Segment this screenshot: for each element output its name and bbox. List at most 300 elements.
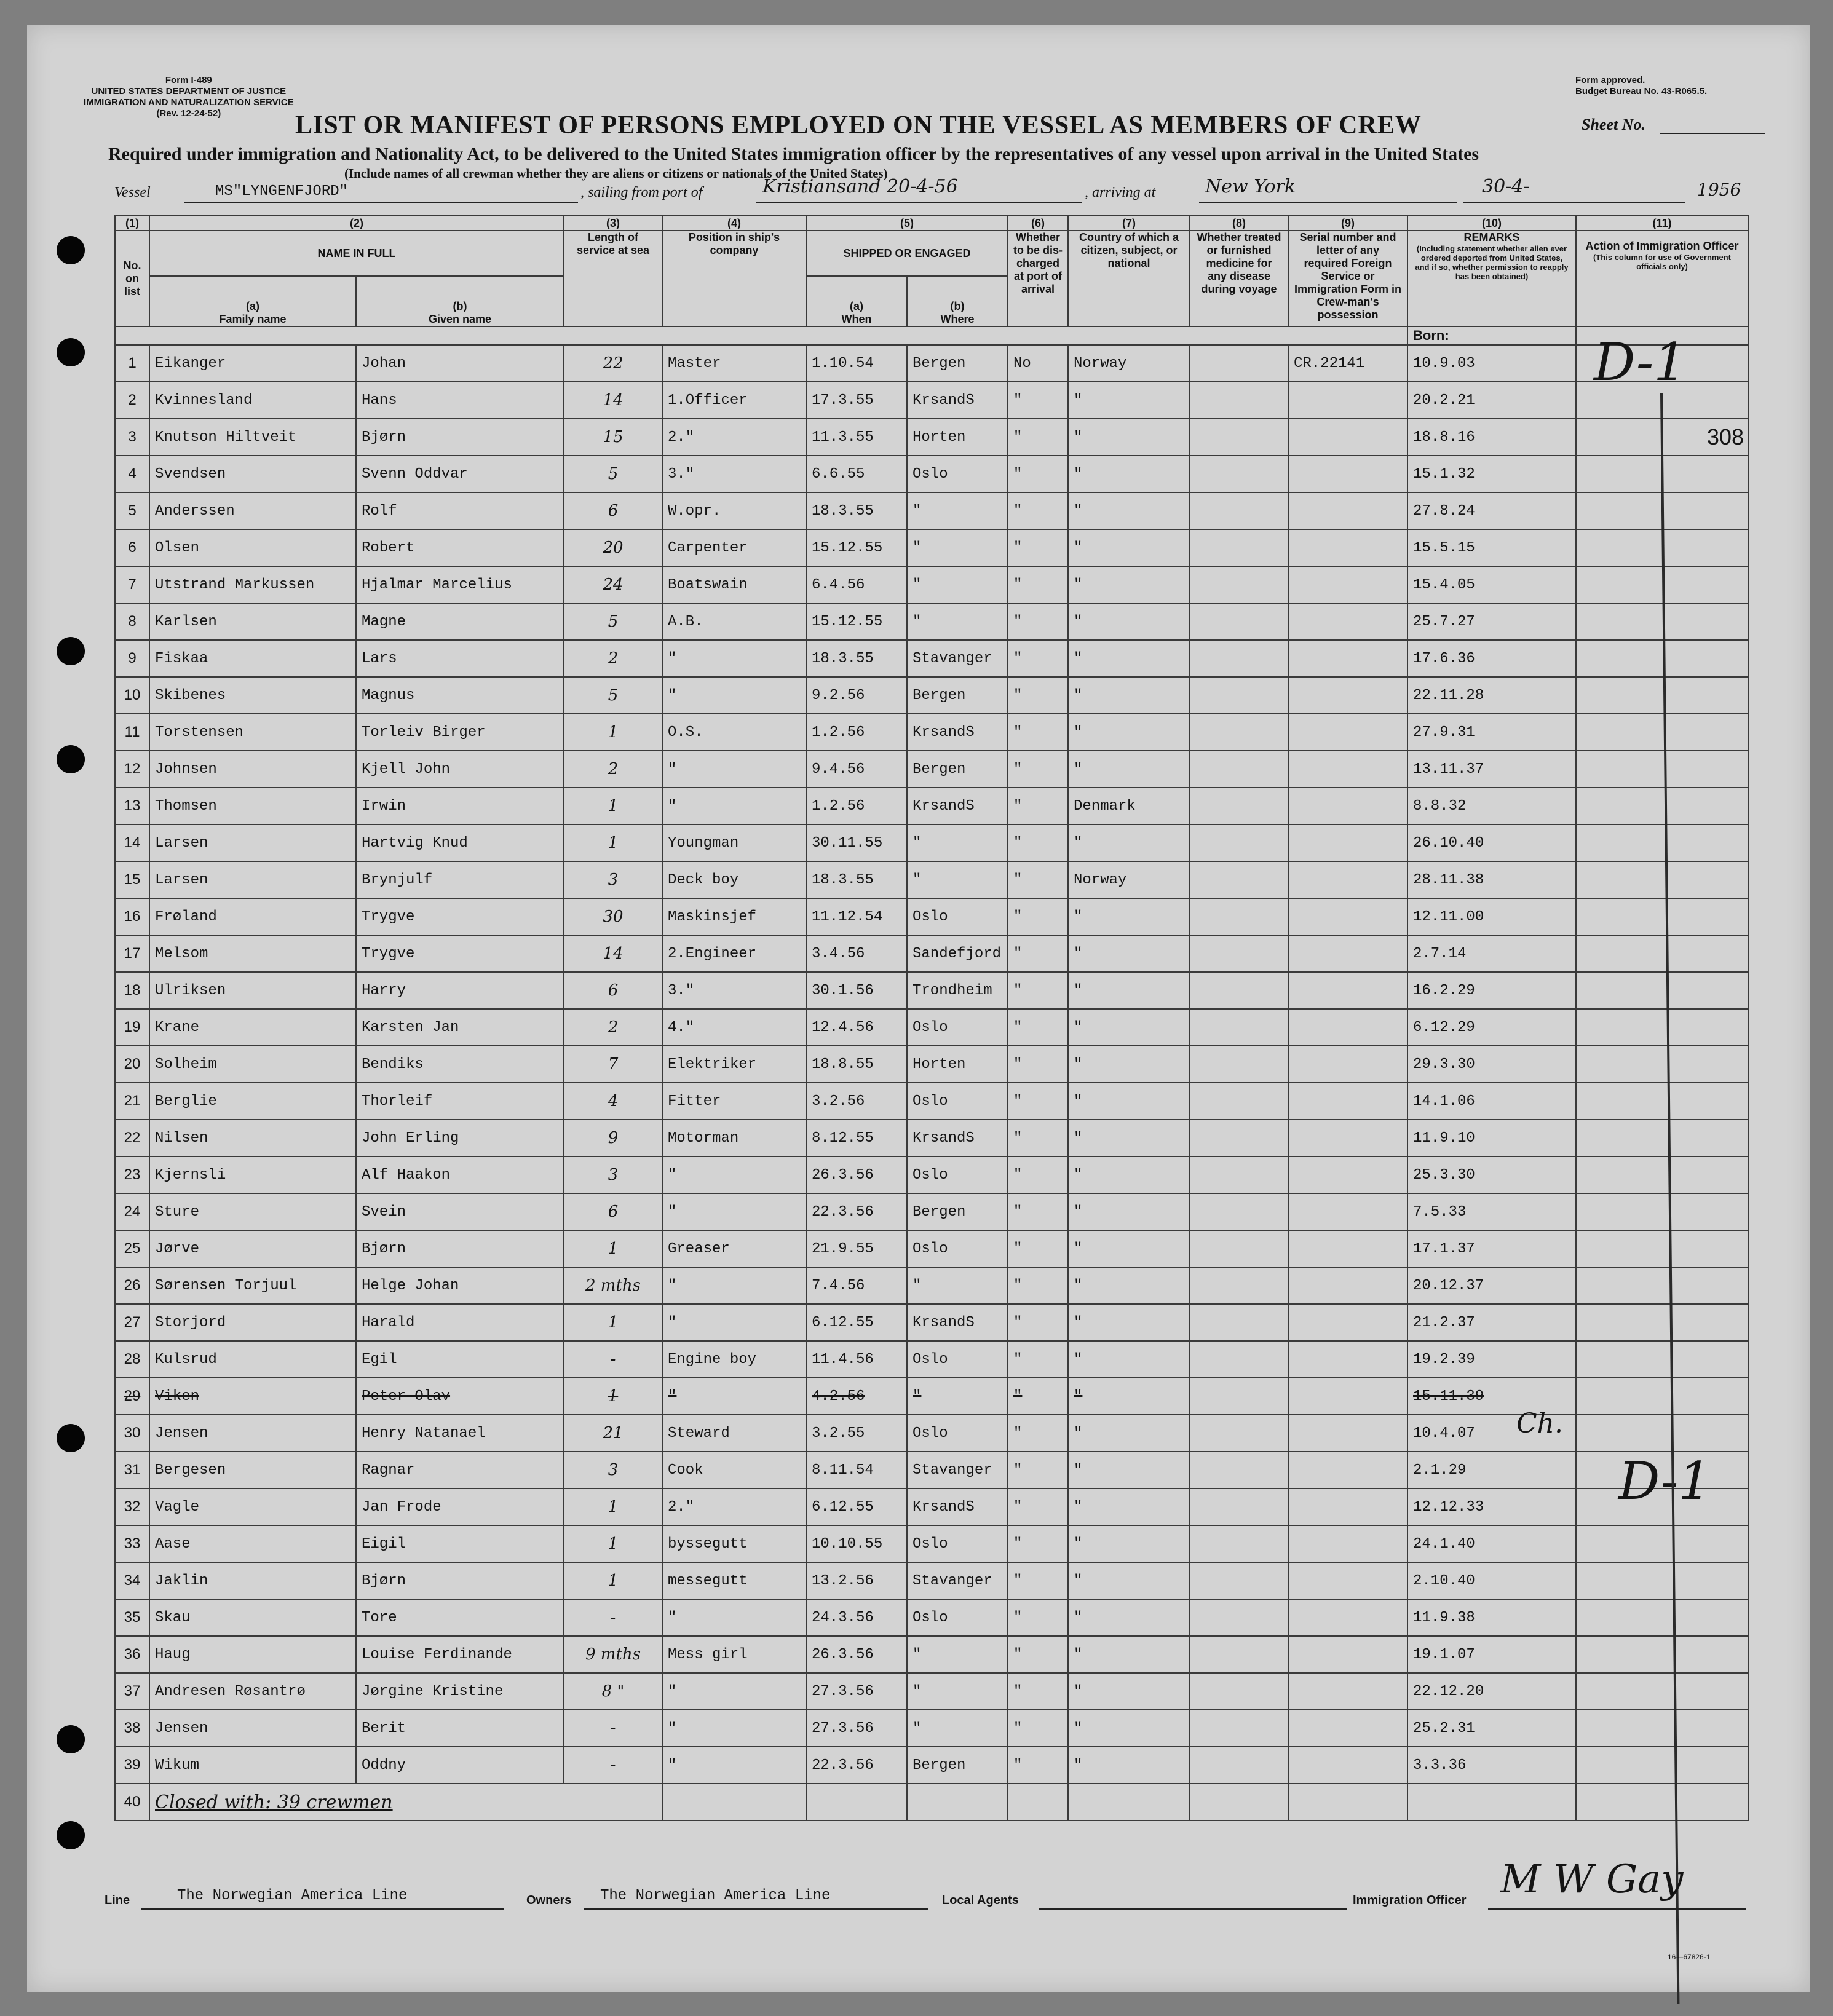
engaged-where-cell: Stavanger [907,640,1008,677]
action-cell [1576,751,1748,788]
discharged-cell: " [1008,788,1068,824]
action-cell [1576,1636,1748,1673]
owners-label: Owners [526,1894,572,1907]
where-label: Where [940,313,975,325]
medicine-cell [1190,419,1288,456]
length-of-service-cell: - [564,1341,662,1378]
length-of-service-cell: 1 [564,1525,662,1562]
row-number-cell: 33 [115,1525,149,1562]
table-row [115,566,1748,603]
family-name-cell: Kvinnesland [149,382,356,419]
family-sub-label: (a) [246,300,259,312]
engaged-where-cell: Bergen [907,345,1008,382]
position-cell: 2." [662,1488,806,1525]
empty-cell [1407,1784,1576,1820]
serial-number-cell [1288,1046,1407,1083]
binder-hole [57,338,85,366]
row-number-cell: 12 [115,751,149,788]
col-num-7: (7) [1068,216,1190,231]
discharged-cell: " [1008,751,1068,788]
birth-date-cell: 14.1.06 [1407,1083,1576,1120]
birth-date-cell: 25.3.30 [1407,1156,1576,1193]
table-row [115,419,1748,456]
col-num-1: (1) [115,216,149,231]
engaged-when-cell: 21.9.55 [806,1230,907,1267]
medicine-cell [1190,861,1288,898]
table-row [115,1747,1748,1784]
engaged-where-cell: Bergen [907,1747,1008,1784]
medicine-cell [1190,382,1288,419]
table-row [115,861,1748,898]
row-number-cell: 23 [115,1156,149,1193]
medicine-cell [1190,1304,1288,1341]
table-row [115,1562,1748,1599]
engaged-where-cell: Bergen [907,677,1008,714]
position-cell: Mess girl [662,1636,806,1673]
given-name-cell: Oddny [356,1747,564,1784]
length-of-service-cell: 1 [564,1378,662,1415]
given-name-cell: Eigil [356,1525,564,1562]
medicine-cell [1190,714,1288,751]
birth-date-cell: 15.4.05 [1407,566,1576,603]
medicine-cell [1190,1267,1288,1304]
col-num-6: (6) [1008,216,1068,231]
discharged-cell: " [1008,1673,1068,1710]
engaged-where-cell: " [907,566,1008,603]
family-name-cell: Larsen [149,861,356,898]
engaged-where-cell: Stavanger [907,1562,1008,1599]
country-cell: " [1068,529,1190,566]
length-of-service-cell: 3 [564,1452,662,1488]
born-label: Born: [1407,326,1576,345]
name-in-full-header: NAME IN FULL [149,231,564,276]
family-name-label: Family name [219,313,287,325]
birth-date-cell: 12.12.33 [1407,1488,1576,1525]
given-name-cell: Alf Haakon [356,1156,564,1193]
engaged-where-cell: Trondheim [907,972,1008,1009]
length-of-service-cell: 1 [564,1304,662,1341]
remarks-note: (Including statement whether alien ever ordered deported from United States, and if so, whether permission to reapply has been obtained) [1415,244,1569,281]
birth-date-cell: 27.9.31 [1407,714,1576,751]
family-name-cell: Thomsen [149,788,356,824]
empty-cell [1576,1784,1748,1820]
row-number-cell: 5 [115,492,149,529]
given-sub-label: (b) [453,300,467,312]
serial-number-cell [1288,1378,1407,1415]
birth-date-cell: 25.2.31 [1407,1710,1576,1747]
table-row [115,1599,1748,1636]
table-row [115,640,1748,677]
voyage-year: 1956 [1697,180,1741,200]
action-cell [1576,1083,1748,1120]
birth-date-cell: 16.2.29 [1407,972,1576,1009]
engaged-when-cell: 18.3.55 [806,640,907,677]
action-cell [1576,1230,1748,1267]
position-cell: " [662,677,806,714]
country-cell: " [1068,1562,1190,1599]
position-cell: " [662,1378,806,1415]
position-cell: Cook [662,1452,806,1488]
position-cell: 3." [662,456,806,492]
empty-cell [1008,1784,1068,1820]
birth-date-cell: 2.1.29 [1407,1452,1576,1488]
discharged-cell: " [1008,714,1068,751]
binder-hole [57,236,85,264]
position-cell: " [662,1599,806,1636]
engaged-when-cell: 3.2.55 [806,1415,907,1452]
engaged-when-cell: 27.3.56 [806,1710,907,1747]
discharged-cell: " [1008,935,1068,972]
col-num-9: (9) [1288,216,1407,231]
serial-number-cell [1288,529,1407,566]
family-name-cell: Skibenes [149,677,356,714]
arrival-date-line [1463,202,1685,203]
country-cell: " [1068,382,1190,419]
row-number-cell: 2 [115,382,149,419]
binder-hole [57,1725,85,1753]
serial-number-cell [1288,566,1407,603]
row-number-cell: 3 [115,419,149,456]
row-number-cell: 24 [115,1193,149,1230]
engaged-when-cell: 3.2.56 [806,1083,907,1120]
birth-date-cell: 10.9.03 [1407,345,1576,382]
family-name-cell: Melsom [149,935,356,972]
length-of-service-cell: - [564,1747,662,1784]
engaged-when-cell: 15.12.55 [806,529,907,566]
action-cell [1576,1046,1748,1083]
country-cell: " [1068,1599,1190,1636]
table-row [115,1710,1748,1747]
serial-number-cell [1288,1452,1407,1488]
length-of-service-cell: 1 [564,1562,662,1599]
row-number-cell: 27 [115,1304,149,1341]
requirement-text: Required under immigration and Nationality Act, to be delivered to the United States immigration officer by the representatives of any vessel upon arrival in the United States [108,144,1479,164]
arriving-field-line [1199,202,1457,203]
country-cell: " [1068,1415,1190,1452]
position-cell: " [662,1710,806,1747]
empty-cell [806,1784,907,1820]
engaged-when-cell: 6.4.56 [806,566,907,603]
discharged-cell: " [1008,1341,1068,1378]
engaged-where-cell: " [907,1673,1008,1710]
serial-number-cell [1288,1083,1407,1120]
family-name-cell: Fiskaa [149,640,356,677]
length-of-service-cell: 2 [564,640,662,677]
engaged-when-cell: 26.3.56 [806,1636,907,1673]
row-number-cell: 8 [115,603,149,640]
row-number-cell: 7 [115,566,149,603]
engaged-where-cell: " [907,1636,1008,1673]
row29-mark: Ch. [1516,1408,1563,1439]
engaged-where-cell: " [907,1710,1008,1747]
medicine-cell [1190,1378,1288,1415]
discharged-cell: " [1008,419,1068,456]
family-name-cell: Knutson Hiltveit [149,419,356,456]
country-cell: " [1068,1673,1190,1710]
length-of-service-cell: 8 " [564,1673,662,1710]
country-cell: " [1068,1193,1190,1230]
engaged-where-cell: Oslo [907,1156,1008,1193]
medicine-cell [1190,1488,1288,1525]
engaged-when-cell: 1.2.56 [806,788,907,824]
country-cell: " [1068,935,1190,972]
table-row [115,1341,1748,1378]
row-number-cell: 13 [115,788,149,824]
row-number-cell: 10 [115,677,149,714]
family-name-cell: Sture [149,1193,356,1230]
empty-cell [662,1784,806,1820]
birth-date-cell: 17.6.36 [1407,640,1576,677]
country-cell: " [1068,456,1190,492]
engaged-where-cell: " [907,861,1008,898]
country-cell: " [1068,677,1190,714]
position-cell: W.opr. [662,492,806,529]
engaged-where-cell: " [907,1267,1008,1304]
row-number-cell: 31 [115,1452,149,1488]
discharged-cell: " [1008,492,1068,529]
length-of-service-cell: 30 [564,898,662,935]
length-of-service-header: Length of service at sea [564,231,662,326]
line-label: Line [105,1894,130,1907]
form-meta [84,75,294,119]
given-name-cell: Helge Johan [356,1267,564,1304]
engaged-where-cell: " [907,529,1008,566]
birth-date-cell: 12.11.00 [1407,898,1576,935]
medicine-cell [1190,640,1288,677]
page-title: LIST OR MANIFEST OF PERSONS EMPLOYED ON THE VESSEL AS MEMBERS OF CREW [295,111,1422,140]
engaged-where-cell: KrsandS [907,382,1008,419]
length-of-service-cell: 6 [564,1193,662,1230]
col-num-11: (11) [1576,216,1748,231]
family-name-cell: Haug [149,1636,356,1673]
row-number-cell: 34 [115,1562,149,1599]
engaged-when-cell: 8.11.54 [806,1452,907,1488]
medicine-cell [1190,1193,1288,1230]
length-of-service-cell: 20 [564,529,662,566]
engaged-where-cell: " [907,1378,1008,1415]
engaged-when-cell: 1.2.56 [806,714,907,751]
engaged-when-cell: 15.12.55 [806,603,907,640]
length-of-service-cell: 1 [564,714,662,751]
engaged-when-cell: 10.10.55 [806,1525,907,1562]
engaged-where-cell: KrsandS [907,714,1008,751]
discharged-cell: " [1008,566,1068,603]
discharged-cell: " [1008,1156,1068,1193]
family-name-cell: Wikum [149,1747,356,1784]
position-cell: messegutt [662,1562,806,1599]
department-name: UNITED STATES DEPARTMENT OF JUSTICE [91,86,287,97]
action-cell [1576,1120,1748,1156]
engaged-where-cell: Oslo [907,1599,1008,1636]
given-name-cell: Harald [356,1304,564,1341]
family-name-cell: Jørve [149,1230,356,1267]
vessel-name: MS"LYNGENFJORD" [215,183,349,200]
closing-note: Closed with: 39 crewmen [149,1784,662,1820]
where-header [907,276,1008,326]
engaged-where-cell: Bergen [907,1193,1008,1230]
country-cell: " [1068,1120,1190,1156]
serial-number-cell [1288,640,1407,677]
table-row [115,824,1748,861]
length-of-service-cell: 22 [564,345,662,382]
position-cell: " [662,640,806,677]
engaged-where-cell: Oslo [907,456,1008,492]
when-header [806,276,907,326]
discharged-cell: No [1008,345,1068,382]
engaged-where-cell: Oslo [907,1525,1008,1562]
family-name-cell: Larsen [149,824,356,861]
serial-number-cell [1288,788,1407,824]
country-cell: " [1068,1525,1190,1562]
given-name-cell: Svenn Oddvar [356,456,564,492]
owners-value: The Norwegian America Line [600,1888,831,1904]
birth-date-cell: 15.11.39 [1407,1378,1576,1415]
family-name-cell: Kjernsli [149,1156,356,1193]
discharged-cell: " [1008,972,1068,1009]
position-cell: Master [662,345,806,382]
action-note: (This column for use of Government officials only) [1593,253,1731,271]
discharged-cell: " [1008,1488,1068,1525]
birth-date-cell: 22.12.20 [1407,1673,1576,1710]
discharged-cell: " [1008,1193,1068,1230]
action-cell [1576,1341,1748,1378]
serial-number-cell [1288,1120,1407,1156]
discharged-cell: " [1008,640,1068,677]
given-name-cell: Egil [356,1341,564,1378]
given-name-cell: Ragnar [356,1452,564,1488]
row-number-cell: 29 [115,1378,149,1415]
action-cell [1576,1562,1748,1599]
serial-number-cell [1288,1747,1407,1784]
family-name-cell: Svendsen [149,456,356,492]
form-revision: (Rev. 12-24-52) [156,108,221,119]
table-row [115,1083,1748,1120]
table-row [115,603,1748,640]
form-number: Form I-489 [165,75,212,85]
family-name-cell: Nilsen [149,1120,356,1156]
family-name-cell: Jaklin [149,1562,356,1599]
owners-field-line [584,1908,928,1910]
row-number-cell: 4 [115,456,149,492]
row-number-cell: 21 [115,1083,149,1120]
discharged-cell: " [1008,1452,1068,1488]
col-num-5: (5) [806,216,1008,231]
sheet-number-label: Sheet No. [1582,116,1645,133]
serial-number-cell [1288,492,1407,529]
family-name-cell: Johnsen [149,751,356,788]
medicine-cell [1190,751,1288,788]
discharged-cell: " [1008,1415,1068,1452]
engaged-when-cell: 11.3.55 [806,419,907,456]
position-cell: Maskinsjef [662,898,806,935]
column-number-row [115,216,1748,231]
given-name-cell: Jørgine Kristine [356,1673,564,1710]
position-cell: Elektriker [662,1046,806,1083]
engaged-where-cell: " [907,824,1008,861]
action-cell [1576,1673,1748,1710]
row-number-cell: 28 [115,1341,149,1378]
serial-number-cell [1288,898,1407,935]
table-row [115,1009,1748,1046]
serial-number-cell [1288,1673,1407,1710]
table-row [115,1415,1748,1452]
length-of-service-cell: 5 [564,456,662,492]
given-name-cell: Magne [356,603,564,640]
engaged-where-cell: Sandefjord [907,935,1008,972]
sailing-label: , sailing from port of [580,184,703,200]
medicine-cell [1190,677,1288,714]
medicine-cell [1190,1636,1288,1673]
family-name-cell: Aase [149,1525,356,1562]
position-cell: Fitter [662,1083,806,1120]
sheet-number-field [1660,133,1765,134]
given-name-cell: Bendiks [356,1046,564,1083]
engaged-when-cell: 26.3.56 [806,1156,907,1193]
action-cell [1576,1525,1748,1562]
given-name-cell: Berit [356,1710,564,1747]
discharged-cell: " [1008,1562,1068,1599]
engaged-when-cell: 4.2.56 [806,1378,907,1415]
medicine-cell [1190,1046,1288,1083]
position-cell: Boatswain [662,566,806,603]
position-cell: Youngman [662,824,806,861]
engaged-where-cell: Stavanger [907,1452,1008,1488]
position-cell: " [662,1747,806,1784]
discharged-cell: " [1008,824,1068,861]
length-of-service-cell: 14 [564,935,662,972]
birth-date-cell: 20.2.21 [1407,382,1576,419]
row-number-cell: 30 [115,1415,149,1452]
discharged-cell: " [1008,1267,1068,1304]
table-row [115,456,1748,492]
arriving-at: New York [1205,176,1296,197]
action-cell [1576,824,1748,861]
table-row [115,1304,1748,1341]
row-number-cell: 36 [115,1636,149,1673]
family-name-cell: Berglie [149,1083,356,1120]
agents-field-line [1039,1908,1347,1910]
country-cell: Norway [1068,861,1190,898]
action-cell [1576,898,1748,935]
discharged-header: Whether to be dis-charged at port of arrival [1008,231,1068,326]
birth-date-cell: 25.7.27 [1407,603,1576,640]
country-cell: " [1068,898,1190,935]
serial-number-cell [1288,972,1407,1009]
birth-date-cell: 27.8.24 [1407,492,1576,529]
engaged-when-cell: 6.12.55 [806,1488,907,1525]
family-name-cell: Anderssen [149,492,356,529]
given-name-cell: Torleiv Birger [356,714,564,751]
engaged-when-cell: 18.8.55 [806,1046,907,1083]
position-cell: 1.Officer [662,382,806,419]
discharged-cell: " [1008,1230,1068,1267]
row-number-cell: 32 [115,1488,149,1525]
engaged-when-cell: 3.4.56 [806,935,907,972]
medicine-cell [1190,1230,1288,1267]
row-number-cell: 37 [115,1673,149,1710]
serial-number-cell [1288,382,1407,419]
birth-date-cell: 28.11.38 [1407,861,1576,898]
position-cell: " [662,1156,806,1193]
sailing-field-line [756,202,1082,203]
discharged-cell: " [1008,603,1068,640]
country-cell: " [1068,1046,1190,1083]
born-row [115,326,1748,345]
position-cell: " [662,751,806,788]
country-cell: " [1068,566,1190,603]
medicine-cell [1190,935,1288,972]
country-cell: " [1068,1452,1190,1488]
